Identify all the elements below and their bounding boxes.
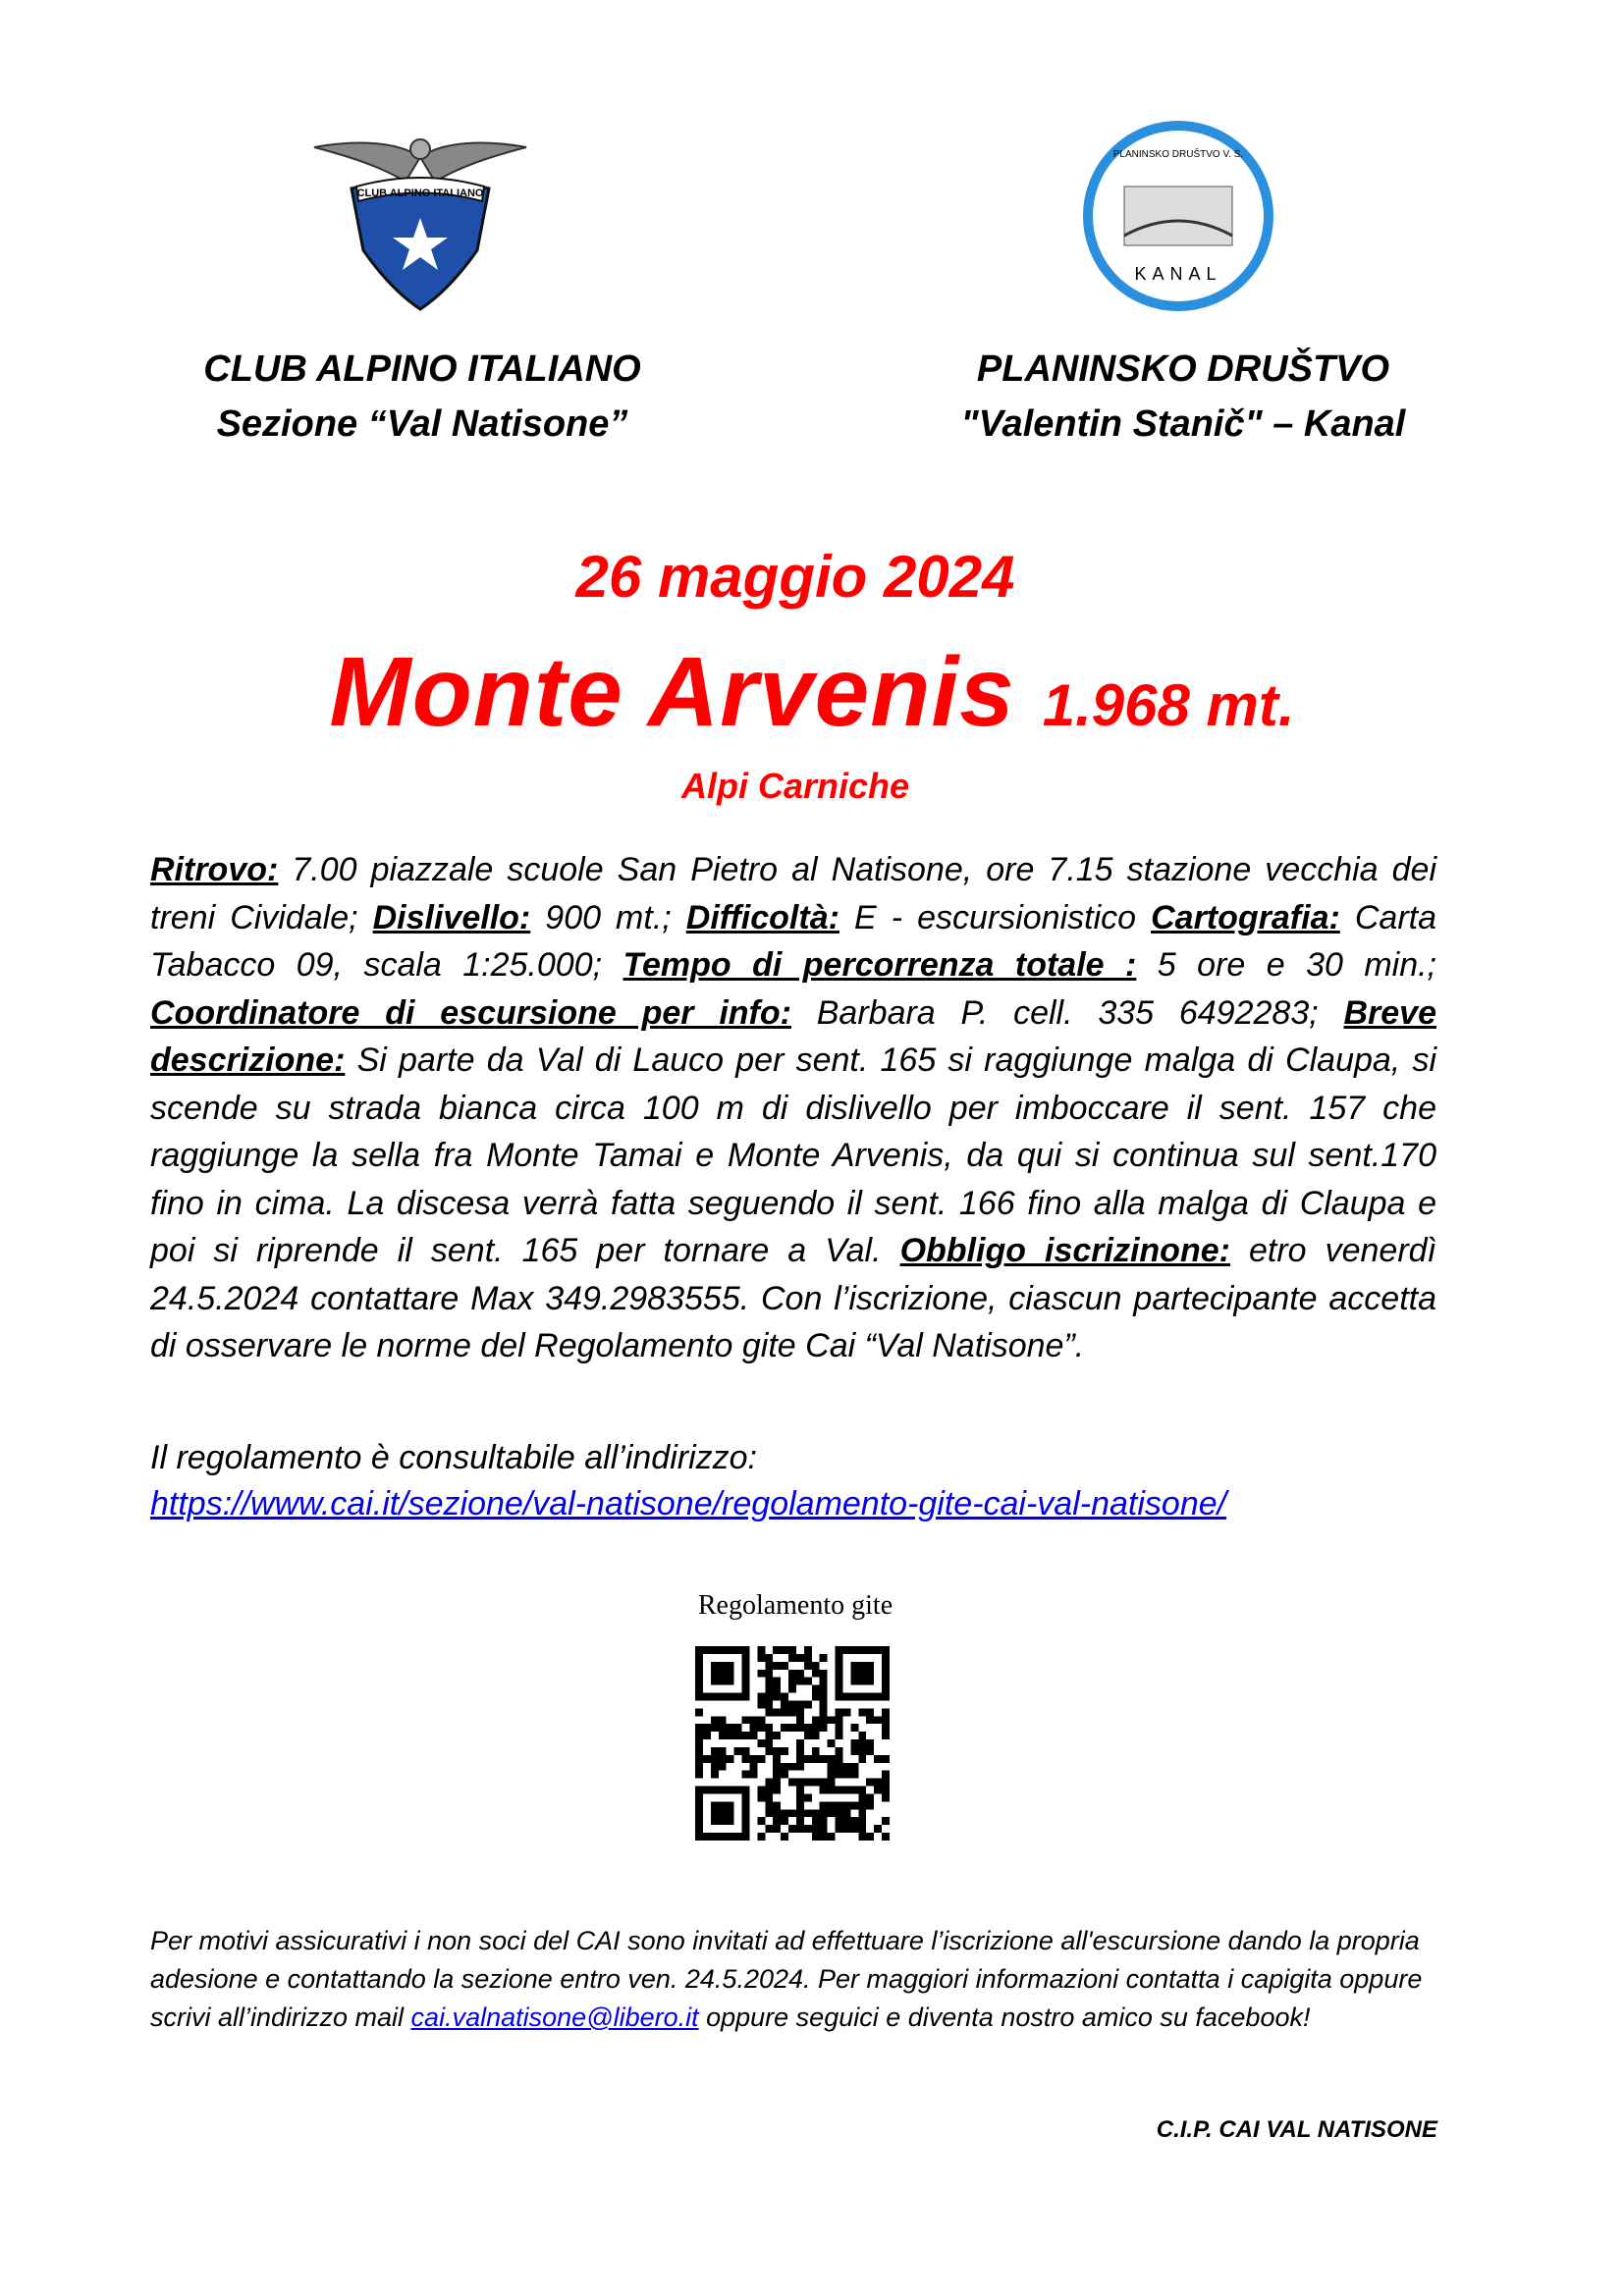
footer-text-end: oppure seguici e diventa nostro amico su facebook! bbox=[698, 2002, 1311, 2032]
label-dislivello: Dislivello: bbox=[372, 898, 531, 936]
footer-note bbox=[150, 1922, 1446, 2037]
event-date: 26 maggio 2024 bbox=[575, 544, 1015, 610]
text-cartografia: Carta Tabacco 09, scala 1:25.000; bbox=[150, 898, 1437, 984]
svg-text:KANAL: KANAL bbox=[1134, 264, 1222, 284]
pd-kanal-logo bbox=[1080, 118, 1276, 314]
regolamento-link[interactable]: https://www.cai.it/sezione/val-natisone/regolamento-gite-cai-val-natisone/ bbox=[150, 1485, 1227, 1522]
text-difficolta: E - escursionistico bbox=[839, 898, 1152, 936]
label-descrizione: Breve descrizione: bbox=[150, 993, 1436, 1079]
event-details bbox=[150, 846, 1436, 1370]
mountain-name: Monte Arvenis bbox=[329, 637, 1015, 747]
label-tempo: Tempo di percorrenza totale : bbox=[623, 946, 1137, 984]
mountain-altitude: 1.968 mt. bbox=[1042, 672, 1295, 738]
text-iscrizione: etro venerdì 24.5.2024 contattare Max 349.2983555. Con l’iscrizione, ciascun partecipante accetta di osservare le norme del Regolamento gite Cai “Val Natisone”. bbox=[150, 1232, 1436, 1364]
cai-logo bbox=[312, 128, 528, 314]
label-iscrizione: Obbligo iscrizinone: bbox=[899, 1232, 1230, 1269]
svg-text:PLANINSKO DRUŠTVO V. S.: PLANINSKO DRUŠTVO V. S. bbox=[1112, 149, 1244, 160]
text-ritrovo: 7.00 piazzale scuole San Pietro al Natisone, ore 7.15 stazione vecchia dei treni Cividale; bbox=[150, 851, 1436, 936]
text-coordinatore: Barbara P. cell. 335 6492283; bbox=[790, 993, 1344, 1032]
regolamento-text: Il regolamento è consultabile all’indirizzo: bbox=[150, 1439, 757, 1476]
pd-section: "Valentin Stanič" – Kanal bbox=[960, 403, 1406, 445]
cai-section: Sezione “Val Natisone” bbox=[216, 403, 628, 445]
event-title bbox=[0, 636, 1624, 749]
signature: C.I.P. CAI VAL NATISONE bbox=[1156, 2116, 1437, 2143]
email-link[interactable]: cai.valnatisone@libero.it bbox=[410, 2002, 699, 2032]
label-difficolta: Difficoltà: bbox=[685, 898, 839, 936]
text-tempo: 5 ore e 30 min.; bbox=[1136, 946, 1437, 984]
pd-name: PLANINSKO DRUŠTVO bbox=[976, 348, 1390, 390]
footer-text: Per motivi assicurativi i non soci del CAI sono invitati ad effettuare l’iscrizione all'escursione dando la propria adesione e contattando la sezione entro ven. 24.5.2024. Per maggiori informazioni contatta i capigita oppure scrivi all’indirizzo mail bbox=[150, 1926, 1423, 2032]
cai-name: CLUB ALPINO ITALIANO bbox=[203, 348, 641, 390]
regolamento-block bbox=[150, 1435, 1436, 1527]
label-ritrovo: Ritrovo: bbox=[150, 851, 279, 888]
text-dislivello: 900 mt.; bbox=[530, 898, 686, 936]
pd-header bbox=[898, 342, 1468, 452]
cai-header bbox=[137, 342, 707, 452]
qr-label: Regolamento gite bbox=[697, 1590, 893, 1621]
label-cartografia: Cartografia: bbox=[1151, 898, 1340, 936]
svg-text:CLUB ALPINO ITALIANO: CLUB ALPINO ITALIANO bbox=[356, 187, 484, 199]
qr-code[interactable] bbox=[695, 1646, 890, 1841]
label-coordinatore: Coordinatore di escursione per info: bbox=[150, 993, 791, 1032]
text-descrizione: Si parte da Val di Lauco per sent. 165 si raggiunge malga di Claupa, si scende su strada bianca circa 100 m di dislivello per imboccare il sent. 157 che raggiunge la sella fra Monte Tamai e Monte Arvenis, da qui si continua sul sent.170 fino in cima. La discesa verrà fatta seguendo il sent. 166 fino alla malga di Claupa e poi si riprende il sent. 165 per tornare a Val. bbox=[150, 1041, 1436, 1269]
mountain-range: Alpi Carniche bbox=[680, 766, 910, 806]
